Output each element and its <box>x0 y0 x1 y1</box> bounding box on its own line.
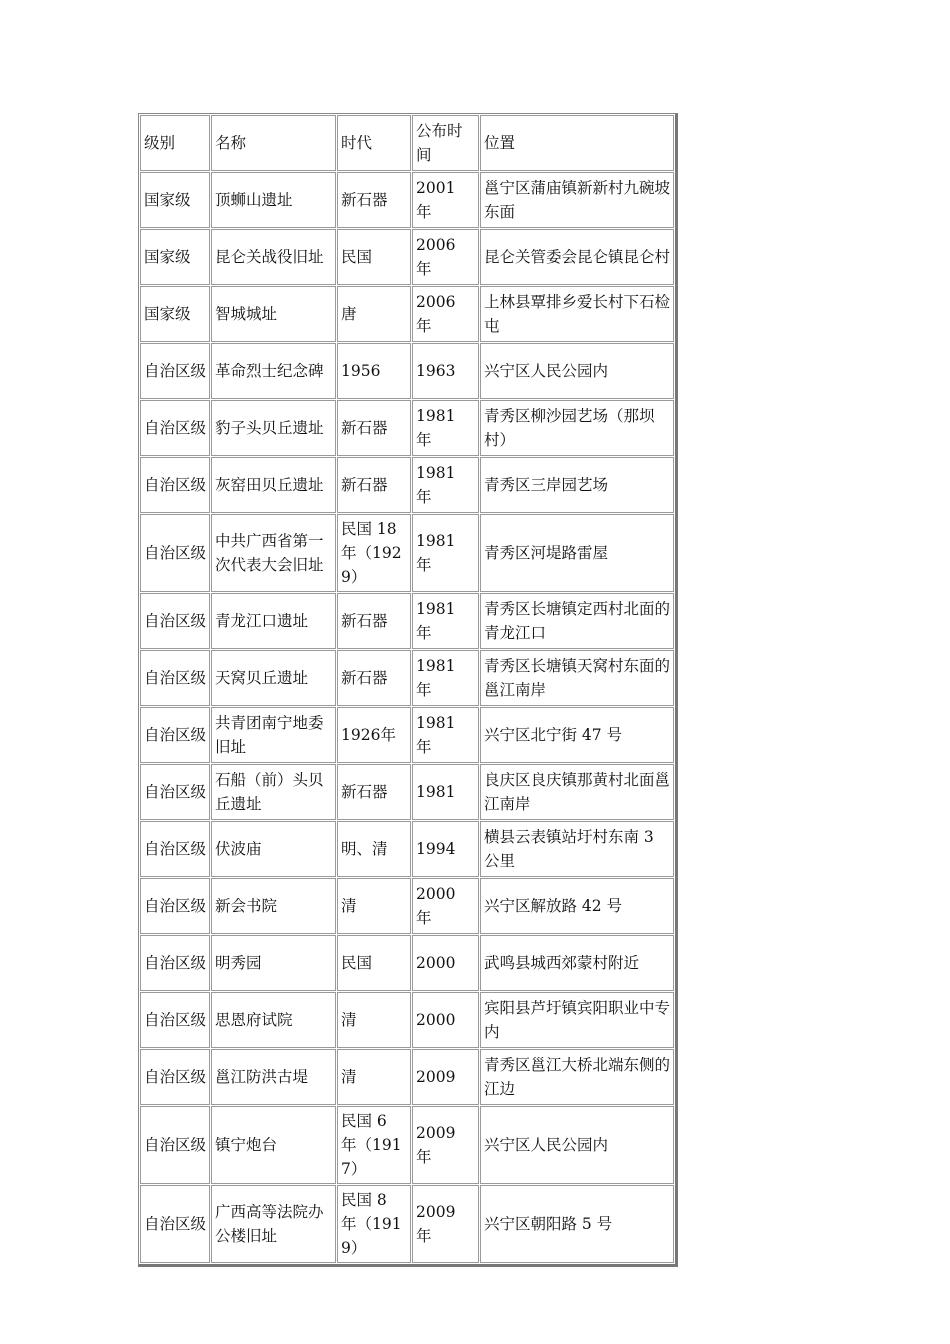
cell-level: 国家级 <box>140 286 210 342</box>
header-published: 公布时间 <box>412 115 479 171</box>
cell-name: 青龙江口遗址 <box>211 593 336 649</box>
table-row <box>140 229 674 285</box>
table-row <box>140 457 674 513</box>
cell-level: 自治区级 <box>140 343 210 399</box>
cell-location: 武鸣县城西郊蒙村附近 <box>480 935 674 991</box>
cell-era: 新石器 <box>337 593 411 649</box>
cell-published: 1981 年 <box>412 514 479 592</box>
table-row <box>140 764 674 820</box>
cell-name: 邕江防洪古堤 <box>211 1049 336 1105</box>
cell-level: 自治区级 <box>140 514 210 592</box>
cell-level: 自治区级 <box>140 764 210 820</box>
cell-name: 中共广西省第一次代表大会旧址 <box>211 514 336 592</box>
cell-published: 1981 年 <box>412 707 479 763</box>
table-header-row <box>140 115 674 171</box>
table-row <box>140 514 674 592</box>
cell-published: 2009 年 <box>412 1106 479 1184</box>
cell-era: 民国 <box>337 229 411 285</box>
cell-level: 自治区级 <box>140 878 210 934</box>
header-location: 位置 <box>480 115 674 171</box>
table-row <box>140 992 674 1048</box>
cell-level: 自治区级 <box>140 821 210 877</box>
cell-location: 青秀区河堤路雷屋 <box>480 514 674 592</box>
cell-name: 镇宁炮台 <box>211 1106 336 1184</box>
cell-era: 清 <box>337 878 411 934</box>
cell-name: 伏波庙 <box>211 821 336 877</box>
cell-era: 清 <box>337 992 411 1048</box>
cell-level: 自治区级 <box>140 593 210 649</box>
cell-level: 自治区级 <box>140 650 210 706</box>
cell-level: 国家级 <box>140 229 210 285</box>
cell-name: 新会书院 <box>211 878 336 934</box>
cell-era: 民国 18 年（1929） <box>337 514 411 592</box>
cell-location: 兴宁区人民公园内 <box>480 343 674 399</box>
cell-location: 兴宁区北宁街 47 号 <box>480 707 674 763</box>
cell-location: 青秀区邕江大桥北端东侧的江边 <box>480 1049 674 1105</box>
cell-name: 广西高等法院办公楼旧址 <box>211 1185 336 1263</box>
table-row <box>140 707 674 763</box>
cell-location: 青秀区长塘镇定西村北面的青龙江口 <box>480 593 674 649</box>
cell-published: 2006 年 <box>412 229 479 285</box>
cell-level: 自治区级 <box>140 457 210 513</box>
cell-era: 民国 <box>337 935 411 991</box>
cell-name: 石船（前）头贝丘遗址 <box>211 764 336 820</box>
cell-level: 国家级 <box>140 172 210 228</box>
cell-level: 自治区级 <box>140 400 210 456</box>
cell-published: 2009 年 <box>412 1185 479 1263</box>
table-row <box>140 821 674 877</box>
cell-published: 2000 <box>412 992 479 1048</box>
cell-level: 自治区级 <box>140 1106 210 1184</box>
cell-published: 2000 <box>412 935 479 991</box>
cell-era: 民国 6 年（1917） <box>337 1106 411 1184</box>
table-row <box>140 593 674 649</box>
table-row <box>140 1049 674 1105</box>
cell-era: 唐 <box>337 286 411 342</box>
cell-location: 邕宁区蒲庙镇新新村九碗坡东面 <box>480 172 674 228</box>
cell-location: 上林县覃排乡爱长村下石检屯 <box>480 286 674 342</box>
cell-published: 1981 年 <box>412 593 479 649</box>
cell-published: 1994 <box>412 821 479 877</box>
cell-location: 宾阳县芦圩镇宾阳职业中专内 <box>480 992 674 1048</box>
cell-location: 青秀区长塘镇天窝村东面的邕江南岸 <box>480 650 674 706</box>
cell-era: 清 <box>337 1049 411 1105</box>
cell-location: 昆仑关管委会昆仑镇昆仑村 <box>480 229 674 285</box>
cell-era: 新石器 <box>337 172 411 228</box>
cell-location: 青秀区柳沙园艺场（那坝村） <box>480 400 674 456</box>
table-row <box>140 286 674 342</box>
heritage-table-container <box>138 113 678 1267</box>
header-level: 级别 <box>140 115 210 171</box>
cell-level: 自治区级 <box>140 1185 210 1263</box>
table-row <box>140 343 674 399</box>
header-name: 名称 <box>211 115 336 171</box>
cell-location: 良庆区良庆镇那黄村北面邕江南岸 <box>480 764 674 820</box>
cell-location: 兴宁区朝阳路 5 号 <box>480 1185 674 1263</box>
cell-name: 智城城址 <box>211 286 336 342</box>
table-row <box>140 400 674 456</box>
cell-published: 1981 年 <box>412 650 479 706</box>
table-row <box>140 1106 674 1184</box>
cell-era: 新石器 <box>337 764 411 820</box>
cell-name: 灰窑田贝丘遗址 <box>211 457 336 513</box>
cell-location: 兴宁区人民公园内 <box>480 1106 674 1184</box>
cell-published: 2009 <box>412 1049 479 1105</box>
header-era: 时代 <box>337 115 411 171</box>
cell-level: 自治区级 <box>140 707 210 763</box>
cell-level: 自治区级 <box>140 992 210 1048</box>
cell-name: 明秀园 <box>211 935 336 991</box>
cell-published: 1981 年 <box>412 400 479 456</box>
cell-published: 1981 <box>412 764 479 820</box>
cell-era: 新石器 <box>337 457 411 513</box>
table-row <box>140 878 674 934</box>
cell-era: 明、清 <box>337 821 411 877</box>
cell-name: 共青团南宁地委旧址 <box>211 707 336 763</box>
cell-name: 顶蛳山遗址 <box>211 172 336 228</box>
table-row <box>140 172 674 228</box>
heritage-sites-table <box>139 114 675 1264</box>
cell-location: 兴宁区解放路 42 号 <box>480 878 674 934</box>
cell-era: 新石器 <box>337 400 411 456</box>
cell-published: 2000 年 <box>412 878 479 934</box>
cell-published: 1981 年 <box>412 457 479 513</box>
cell-era: 新石器 <box>337 650 411 706</box>
cell-era: 民国 8 年（1919） <box>337 1185 411 1263</box>
cell-published: 2006 年 <box>412 286 479 342</box>
cell-name: 天窝贝丘遗址 <box>211 650 336 706</box>
cell-era: 1926年 <box>337 707 411 763</box>
table-row <box>140 1185 674 1263</box>
table-row <box>140 650 674 706</box>
cell-name: 思恩府试院 <box>211 992 336 1048</box>
cell-name: 革命烈士纪念碑 <box>211 343 336 399</box>
cell-location: 青秀区三岸园艺场 <box>480 457 674 513</box>
cell-level: 自治区级 <box>140 1049 210 1105</box>
cell-published: 1963 <box>412 343 479 399</box>
cell-era: 1956 <box>337 343 411 399</box>
cell-name: 豹子头贝丘遗址 <box>211 400 336 456</box>
table-row <box>140 935 674 991</box>
cell-location: 横县云表镇站圩村东南 3 公里 <box>480 821 674 877</box>
cell-name: 昆仑关战役旧址 <box>211 229 336 285</box>
cell-level: 自治区级 <box>140 935 210 991</box>
cell-published: 2001 年 <box>412 172 479 228</box>
